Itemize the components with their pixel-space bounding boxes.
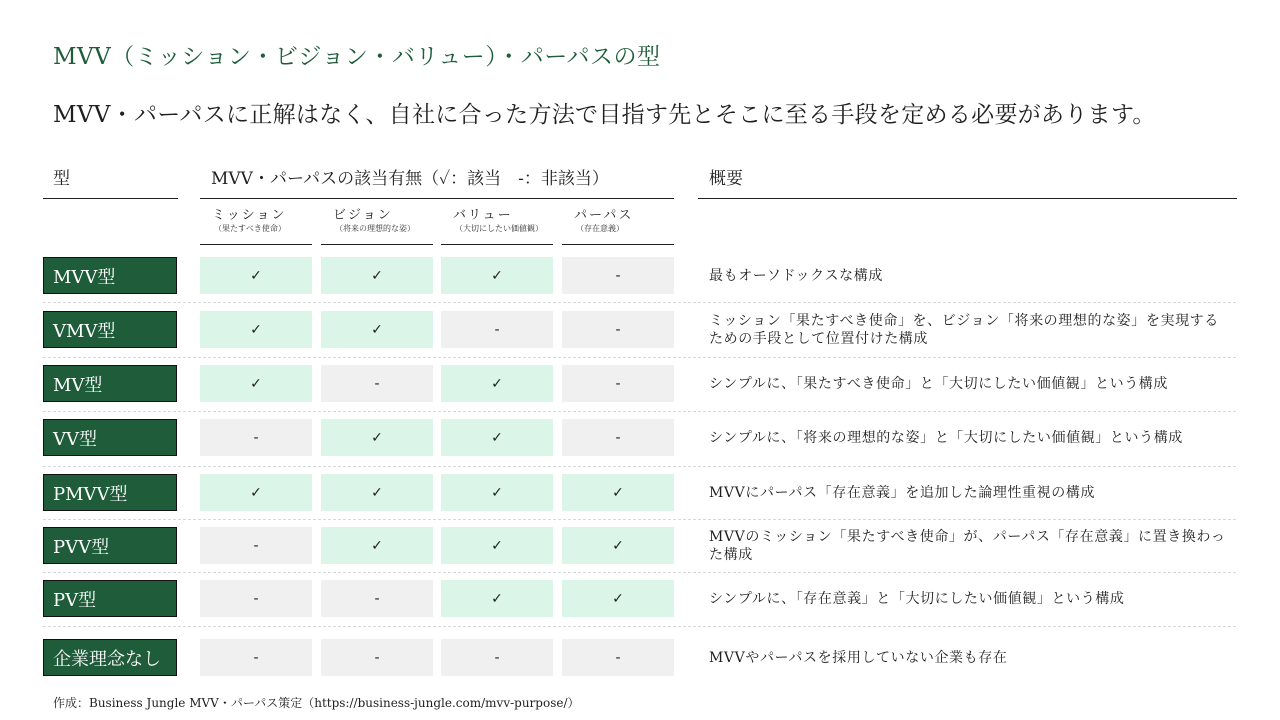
type-description: [709, 419, 1229, 456]
summary-column-header: 概要: [709, 169, 743, 189]
type-label: PVV型: [43, 527, 177, 564]
applicable-cell: ✓: [200, 311, 312, 348]
type-description: [709, 311, 1229, 348]
row-divider: [43, 411, 1236, 412]
not-applicable-cell: -: [321, 365, 433, 402]
type-label: VMV型: [43, 311, 177, 348]
not-applicable-cell: -: [562, 311, 674, 348]
row-divider: [43, 519, 1236, 520]
not-applicable-cell: -: [200, 639, 312, 676]
type-column-header: 型: [53, 169, 70, 189]
subheader-note: （存在意義）: [576, 224, 624, 233]
not-applicable-cell: -: [562, 257, 674, 294]
applicable-cell: ✓: [562, 580, 674, 617]
subheader-underline: [441, 244, 553, 245]
not-applicable-cell: -: [562, 419, 674, 456]
applicable-cell: ✓: [321, 419, 433, 456]
type-description-text: シンプルに、「将来の理想的な姿」と「大切にしたい価値観」という構成: [709, 429, 1183, 446]
not-applicable-cell: -: [562, 365, 674, 402]
row-divider: [43, 357, 1236, 358]
type-description: [709, 257, 1229, 294]
subheader-underline: [562, 244, 674, 245]
applicable-cell: ✓: [562, 527, 674, 564]
applicable-cell: ✓: [441, 419, 553, 456]
type-description-text: MVVのミッション「果たすべき使命」が、パーパス「存在意義」に置き換わった構成: [709, 528, 1226, 563]
subheader-col-2: [441, 208, 553, 234]
applicable-cell: ✓: [200, 257, 312, 294]
subheader-col-3: [562, 208, 674, 234]
type-description-text: MVVにパーパス「存在意義」を追加した論理性重視の構成: [709, 484, 1096, 501]
type-description-text: ミッション「果たすべき使命」を、ビジョン「将来の理想的な姿」を実現するための手段として位置付けた構成: [709, 312, 1219, 347]
row-divider: [43, 466, 1236, 467]
type-label: MVV型: [43, 257, 177, 294]
applicable-cell: ✓: [200, 365, 312, 402]
type-description-text: MVVやパーパスを採用していない企業も存在: [709, 649, 1008, 666]
type-description-text: シンプルに、「果たすべき使命」と「大切にしたい価値観」という構成: [709, 375, 1169, 392]
page-title: MVV（ミッション・ビジョン・バリュー）・パーパスの型: [53, 44, 661, 70]
type-description-text: シンプルに、「存在意義」と「大切にしたい価値観」という構成: [709, 590, 1125, 607]
header-underline-applicability: [200, 198, 674, 199]
applicable-cell: ✓: [321, 527, 433, 564]
subheader-underline: [321, 244, 433, 245]
applicable-cell: ✓: [321, 474, 433, 511]
source-footer: 作成：Business Jungle MVV・パーパス策定（https://business-jungle.com/mvv-purpose/）: [53, 696, 580, 710]
type-label: PV型: [43, 580, 177, 617]
type-description: [709, 639, 1229, 676]
type-label: 企業理念なし: [43, 639, 177, 676]
not-applicable-cell: -: [562, 639, 674, 676]
header-underline-summary: [698, 198, 1237, 199]
type-description: [709, 580, 1229, 617]
applicable-cell: ✓: [321, 311, 433, 348]
row-divider: [43, 572, 1236, 573]
page-subtitle: MVV・パーパスに正解はなく、自社に合った方法で目指す先とそこに至る手段を定める必要があります。: [53, 102, 1156, 128]
not-applicable-cell: -: [441, 311, 553, 348]
applicability-column-header: MVV・パーパスの該当有無（✓：該当 -：非該当）: [211, 169, 609, 189]
not-applicable-cell: -: [321, 580, 433, 617]
not-applicable-cell: -: [200, 580, 312, 617]
applicable-cell: ✓: [321, 257, 433, 294]
subheader-note: （大切にしたい価値観）: [455, 224, 543, 233]
subheader-label: バリュー: [453, 208, 513, 223]
subheader-note: （果たすべき使命）: [214, 224, 286, 233]
type-description: [709, 527, 1229, 564]
not-applicable-cell: -: [200, 527, 312, 564]
applicable-cell: ✓: [441, 580, 553, 617]
subheader-label: パーパス: [574, 208, 634, 223]
applicable-cell: ✓: [562, 474, 674, 511]
applicable-cell: ✓: [441, 474, 553, 511]
type-description-text: 最もオーソドックスな構成: [709, 267, 883, 284]
type-label: VV型: [43, 419, 177, 456]
subheader-col-1: [321, 208, 433, 234]
type-label: PMVV型: [43, 474, 177, 511]
applicable-cell: ✓: [441, 365, 553, 402]
not-applicable-cell: -: [441, 639, 553, 676]
type-description: [709, 365, 1229, 402]
subheader-label: ビジョン: [333, 208, 393, 223]
row-divider: [43, 302, 1236, 303]
applicable-cell: ✓: [441, 527, 553, 564]
not-applicable-cell: -: [321, 639, 433, 676]
not-applicable-cell: -: [200, 419, 312, 456]
type-description: [709, 474, 1229, 511]
type-label: MV型: [43, 365, 177, 402]
header-underline-type: [43, 198, 178, 199]
applicable-cell: ✓: [441, 257, 553, 294]
subheader-label: ミッション: [212, 208, 287, 223]
subheader-underline: [200, 244, 312, 245]
subheader-col-0: [200, 208, 312, 234]
applicable-cell: ✓: [200, 474, 312, 511]
row-divider: [43, 626, 1236, 627]
subheader-note: （将来の理想的な姿）: [335, 224, 415, 233]
